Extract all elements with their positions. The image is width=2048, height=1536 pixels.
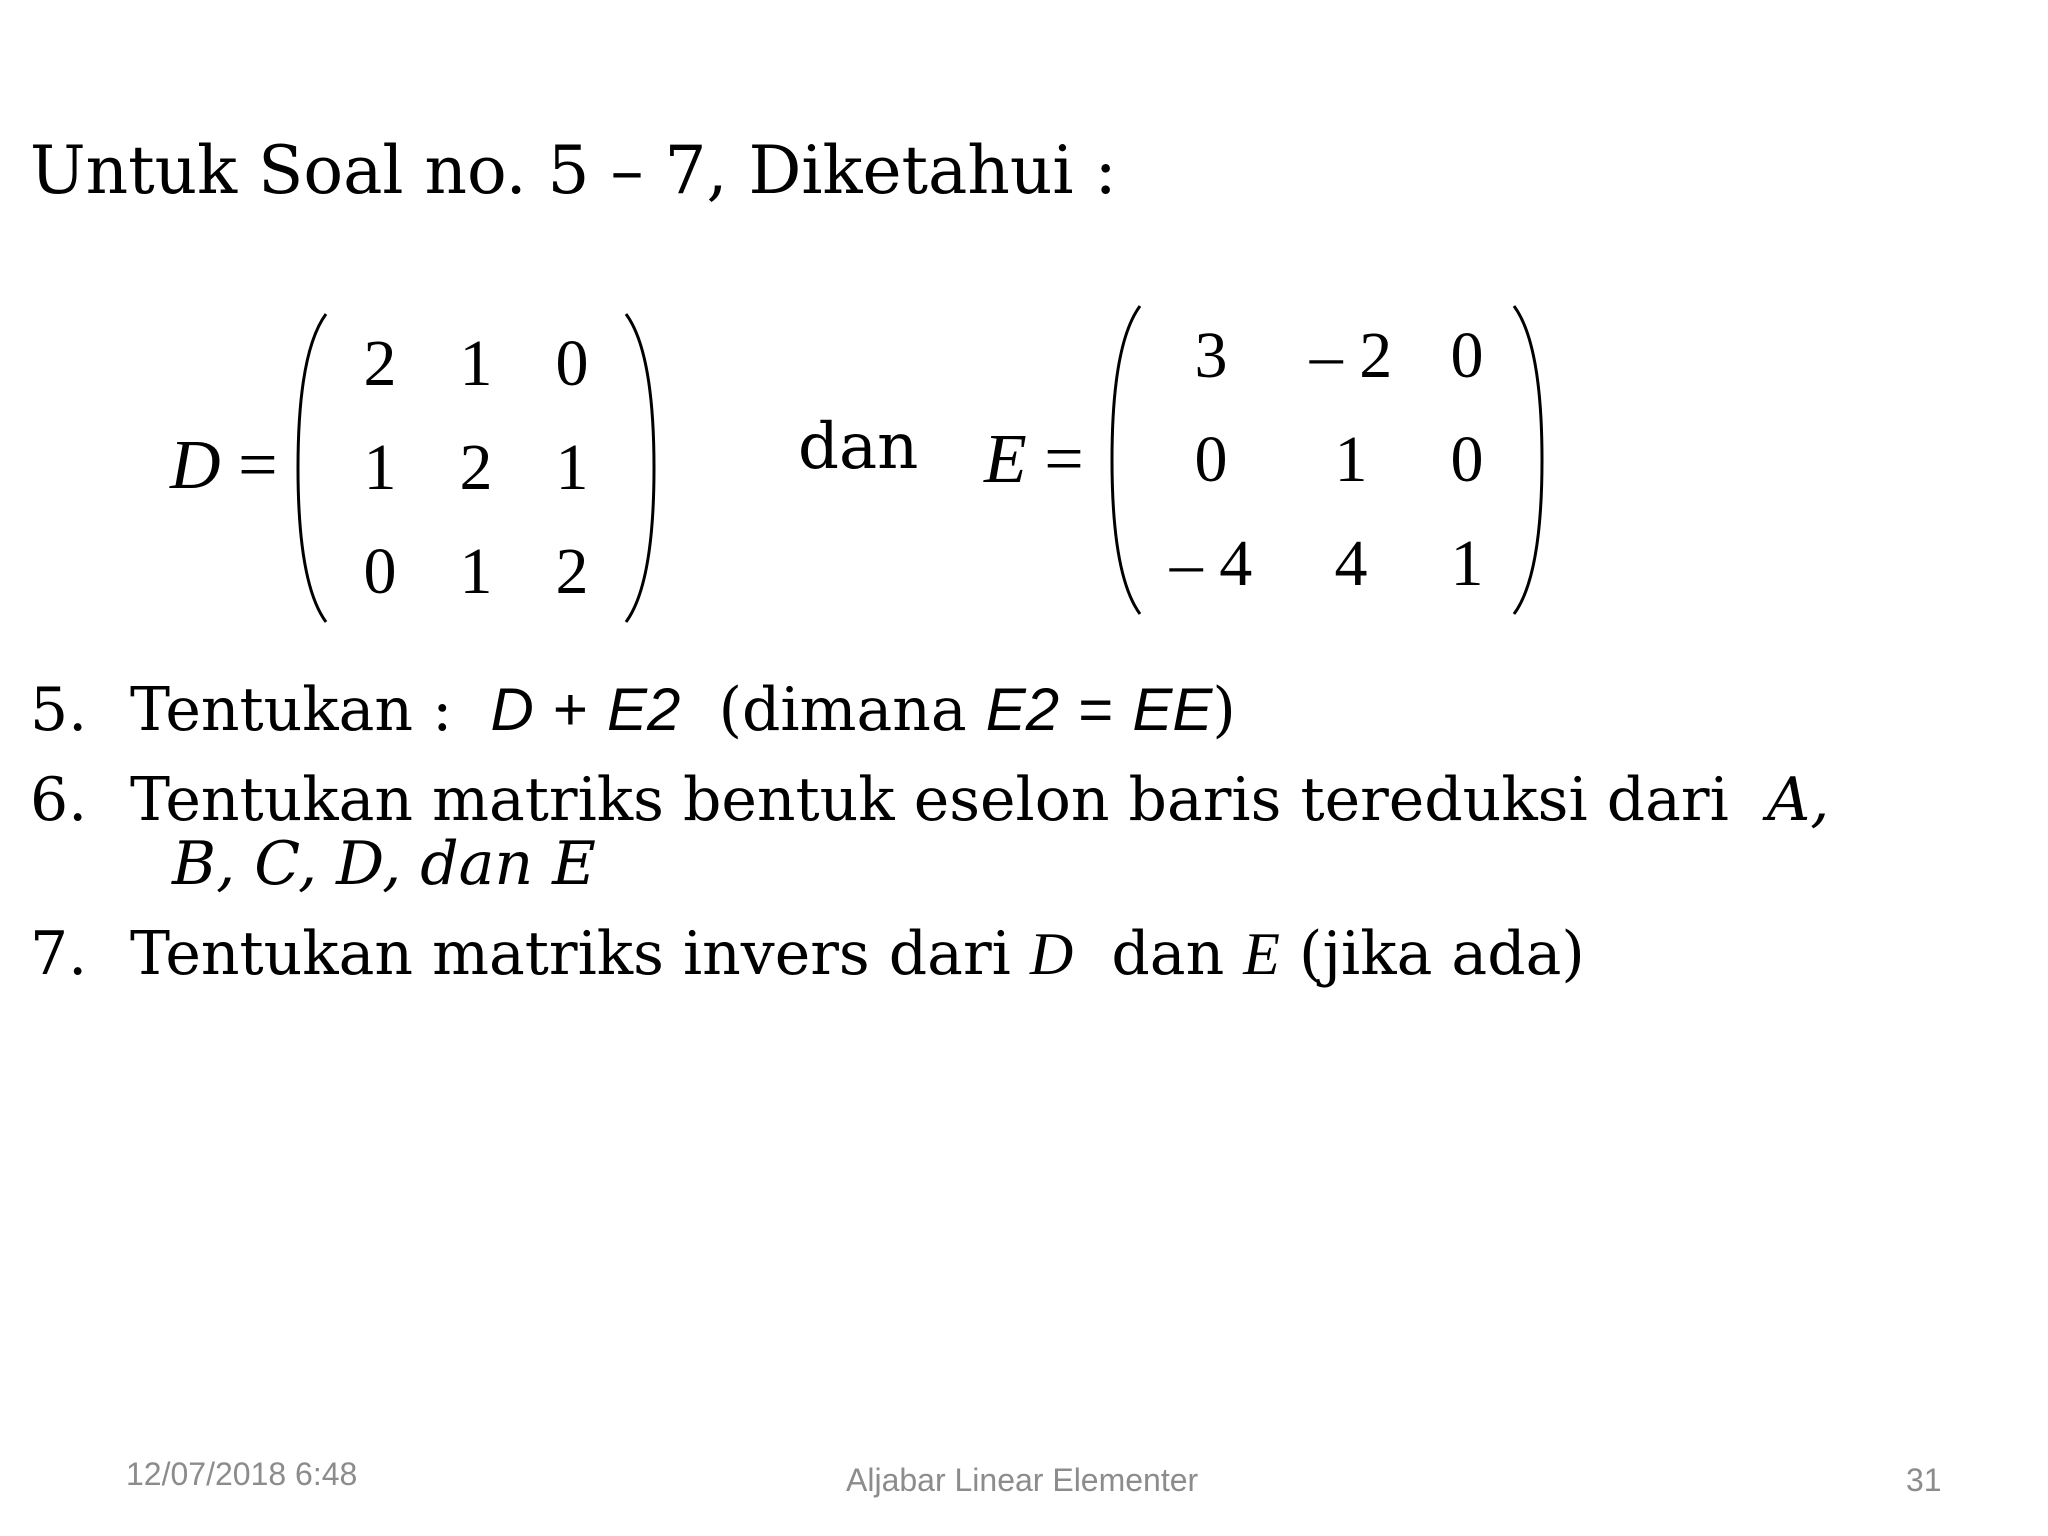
note-open: (dimana: [718, 675, 967, 745]
problem-end: (jika ada): [1299, 919, 1585, 989]
footer-title: Aljabar Linear Elementer: [846, 1462, 1199, 1498]
matrix-e-cell: 0: [1450, 423, 1484, 496]
problem-7: [30, 919, 2020, 989]
note-close: ): [1212, 675, 1236, 745]
matrix-e-cell: – 2: [1309, 319, 1393, 392]
expr-d: D: [490, 676, 534, 743]
matrix-e-cell: 0: [1194, 423, 1228, 496]
matrix-e-label: [984, 420, 1084, 500]
problem-number: 7.: [30, 919, 88, 989]
expr-e2: E2: [607, 676, 681, 743]
matrix-e-grid: [1146, 304, 1508, 616]
problem-text: Tentukan matriks invers dari: [130, 919, 1011, 989]
problem-5: [30, 675, 2020, 745]
matrix-e-cell: 3: [1194, 319, 1228, 392]
matrix-e-cell: 1: [1334, 423, 1368, 496]
footer-page-number: 31: [1906, 1462, 1942, 1498]
matrix-e-right-paren: [1510, 304, 1544, 616]
matrix-d-cell: 1: [459, 535, 493, 608]
note-ee: EE: [1132, 676, 1213, 743]
var-e: E: [1243, 921, 1280, 987]
matrix-d-equals: =: [238, 427, 278, 504]
matrix-e-cell: 1: [1450, 527, 1484, 600]
matrix-d-row: [332, 520, 620, 624]
matrix-d-cell: 2: [459, 431, 493, 504]
problem-text: Tentukan matriks bentuk eselon baris tereduksi dari: [130, 765, 1729, 835]
matrix-e-cell: 4: [1334, 527, 1368, 600]
expr-plus: +: [552, 676, 588, 743]
slide-heading: Untuk Soal no. 5 – 7, Diketahui :: [30, 132, 1117, 209]
matrix-e-row: [1146, 512, 1508, 616]
connector-dan: dan: [798, 410, 919, 484]
matrix-d-row: [332, 312, 620, 416]
matrix-e: [1110, 304, 1546, 616]
matrix-d-row: [332, 416, 620, 520]
matrix-e-left-paren: [1110, 304, 1144, 616]
matrix-d-cell: 1: [459, 327, 493, 400]
problem-6: [30, 765, 2020, 899]
matrix-d-grid: [332, 312, 620, 624]
problem-number: 6.: [30, 765, 88, 835]
matrix-d-label: [170, 426, 278, 506]
footer-date: 12/07/2018 6:48: [126, 1456, 358, 1492]
problem-number: 5.: [30, 675, 88, 745]
note-eq: =: [1078, 676, 1114, 743]
problem-inline-var: A,: [1766, 765, 1830, 835]
matrix-d-cell: 0: [555, 327, 589, 400]
matrix-e-cell: 0: [1450, 319, 1484, 392]
matrix-d-cell: 0: [363, 535, 397, 608]
matrix-d-cell: 1: [363, 431, 397, 504]
matrix-e-cell: – 4: [1169, 527, 1253, 600]
matrix-d-cell: 2: [363, 327, 397, 400]
problem-continuation: B, C, D, dan E: [172, 829, 596, 899]
matrix-d-left-paren: [296, 312, 330, 624]
note-e2: E2: [985, 676, 1060, 743]
matrix-e-row: [1146, 304, 1508, 408]
problem-mid: dan: [1111, 919, 1225, 989]
matrix-d-cell: 1: [555, 431, 589, 504]
matrix-d: [296, 312, 656, 624]
matrix-e-row: [1146, 408, 1508, 512]
matrix-e-equals: =: [1044, 421, 1084, 498]
problem-list: [30, 675, 2020, 1012]
matrix-d-cell: 2: [555, 535, 589, 608]
matrix-d-name: D: [170, 427, 221, 504]
var-d: D: [1029, 921, 1074, 987]
problem-text: Tentukan :: [130, 675, 453, 745]
given-matrices: [0, 300, 2048, 640]
matrix-e-name: E: [984, 421, 1027, 498]
matrix-d-right-paren: [622, 312, 656, 624]
